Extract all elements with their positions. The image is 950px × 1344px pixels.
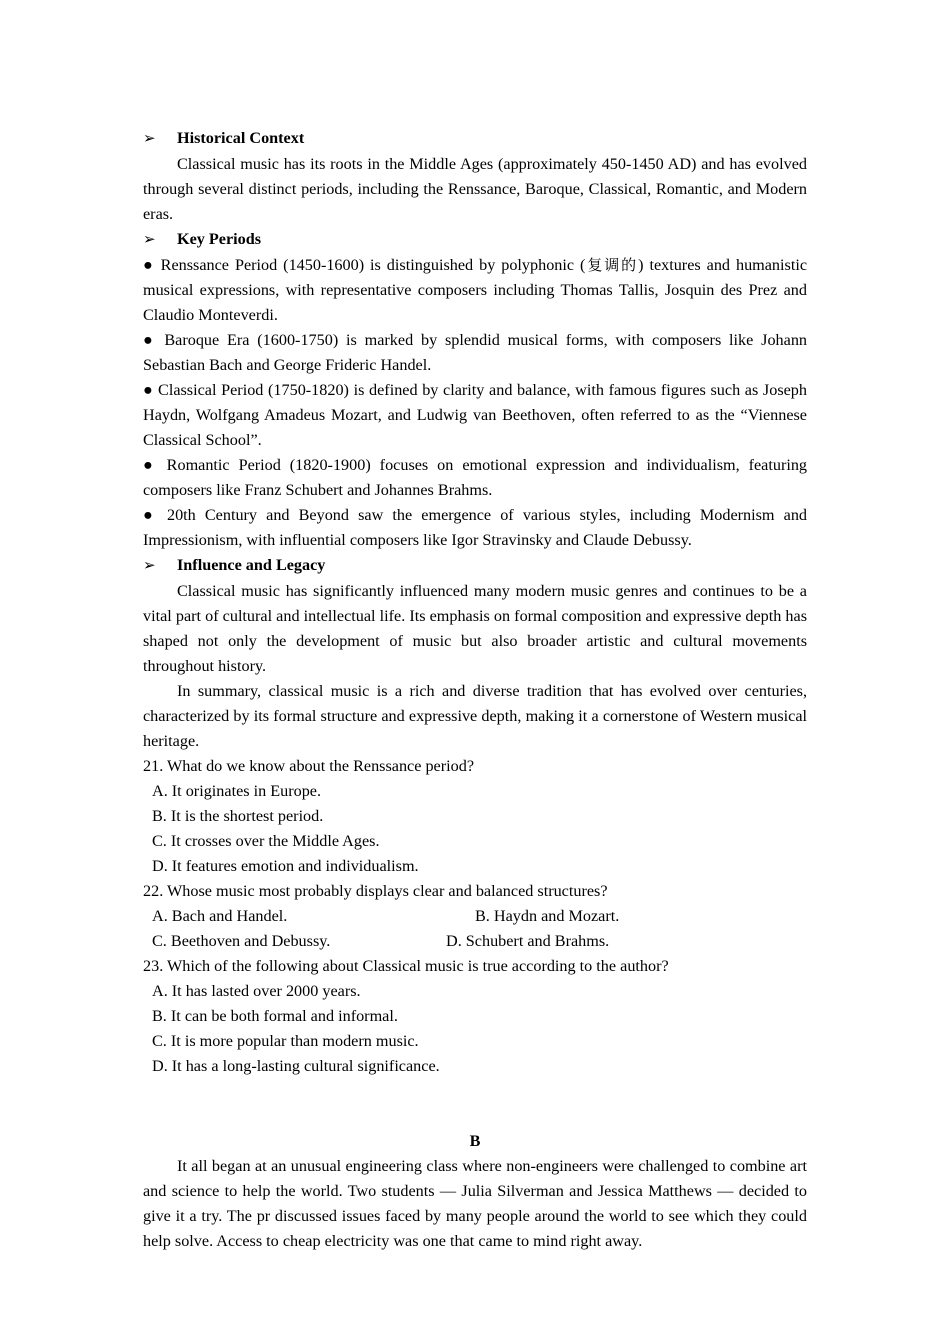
question-23-option-b[interactable]: B. It can be both formal and informal. xyxy=(152,1007,398,1025)
key-period-bullet-baroque xyxy=(143,328,807,378)
bullet-dot-icon: ● xyxy=(143,381,154,399)
question-21-option-a[interactable]: A. It originates in Europe. xyxy=(152,782,322,800)
section-heading-label: Historical Context xyxy=(177,129,305,147)
historical-context-paragraph: Classical music has its roots in the Middle Ages (approximately 450-1450 AD) and has evolved through several distinct periods, including the Renssance, Baroque, Classical, Romantic, and Modern eras. xyxy=(143,155,807,223)
question-21-option-c[interactable]: C. It crosses over the Middle Ages. xyxy=(152,832,380,850)
question-23-option-d[interactable]: D. It has a long-lasting cultural significance. xyxy=(152,1057,440,1075)
question-23-option-a[interactable]: A. It has lasted over 2000 years. xyxy=(152,982,361,1000)
section-heading-influence-and-legacy xyxy=(143,553,807,579)
question-21-option-b[interactable]: B. It is the shortest period. xyxy=(152,807,324,825)
key-period-bullet-romantic xyxy=(143,453,807,503)
chinese-gloss: 复调的 xyxy=(585,256,639,274)
bullet-dot-icon: ● xyxy=(143,331,157,349)
question-21-stem: 21. What do we know about the Renssance period? xyxy=(143,757,475,775)
question-22-options-row-2 xyxy=(143,929,807,954)
arrow-bullet-icon: ➢ xyxy=(143,131,156,147)
question-23-stem: 23. Which of the following about Classical music is true according to the author? xyxy=(143,957,669,975)
bullet-text: Romantic Period (1820-1900) focuses on emotional expression and individualism, featuring composers like Franz Schubert and Johannes Brahms. xyxy=(143,456,808,499)
section-spacer-2 xyxy=(143,1104,807,1129)
key-period-bullet-classical xyxy=(143,378,807,453)
bullet-text-part1: Renssance Period (1450-1600) is distinguished by polyphonic ( xyxy=(160,256,586,274)
question-21-option-d[interactable]: D. It features emotion and individualism. xyxy=(152,857,419,875)
section-spacer xyxy=(143,1079,807,1104)
influence-paragraph: Classical music has significantly influenced many modern music genres and continues to be a vital part of cultural and intellectual life. Its emphasis on formal composition and expressive depth has shaped not only the development of music but also broader artistic and cultural movements throughout history. xyxy=(143,582,807,675)
bullet-text-part2: ) textures and humanistic musical expressions, with representative composers including Thomas Tallis, Josquin des Prez and Claudio Monteverdi. xyxy=(143,256,808,324)
summary-paragraph: In summary, classical music is a rich and diverse tradition that has evolved over centuries, characterized by its formal structure and expressive depth, making it a cornerstone of Western musical heritage. xyxy=(143,682,807,750)
bullet-text: 20th Century and Beyond saw the emergence of various styles, including Modernism and Impressionism, with influential composers like Igor Stravinsky and Claude Debussy. xyxy=(143,506,808,549)
section-heading-historical-context xyxy=(143,126,807,152)
key-period-bullet-20th-century xyxy=(143,503,807,553)
passage-b-letter: B xyxy=(469,1132,481,1150)
question-22-option-c[interactable]: C. Beethoven and Debussy. xyxy=(152,932,331,950)
bullet-dot-icon: ● xyxy=(143,506,158,524)
section-heading-label: Key Periods xyxy=(177,230,262,248)
arrow-bullet-icon: ➢ xyxy=(143,232,156,248)
question-22-stem: 22. Whose music most probably displays clear and balanced structures? xyxy=(143,882,608,900)
section-heading-key-periods xyxy=(143,227,807,253)
key-period-bullet-renaissance xyxy=(143,253,807,328)
bullet-dot-icon: ● xyxy=(143,456,158,474)
question-22-option-d[interactable]: D. Schubert and Brahms. xyxy=(446,932,610,950)
arrow-bullet-icon: ➢ xyxy=(143,558,156,574)
question-22-option-b[interactable]: B. Haydn and Mozart. xyxy=(475,907,620,925)
question-22-options-row-1 xyxy=(143,904,807,929)
question-22-option-a[interactable]: A. Bach and Handel. xyxy=(152,907,288,925)
passage-b-paragraph: It all began at an unusual engineering class where non-engineers were challenged to combine art and science to help the world. Two students — Julia Silverman and Jessica Matthews — decided to give it a try. The pr discussed issues faced by many people around the world to see which they could help solve. Access to cheap electricity was one that came to mind right away. xyxy=(143,1157,807,1250)
question-23-option-c[interactable]: C. It is more popular than modern music. xyxy=(152,1032,419,1050)
section-heading-label: Influence and Legacy xyxy=(177,556,326,574)
bullet-dot-icon: ● xyxy=(143,256,155,274)
bullet-text: Baroque Era (1600-1750) is marked by splendid musical forms, with composers like Johann Sebastian Bach and George Frideric Handel. xyxy=(143,331,808,374)
document-page xyxy=(143,126,807,1254)
bullet-text: Classical Period (1750-1820) is defined by clarity and balance, with famous figures such as Joseph Haydn, Wolfgang Amadeus Mozart, and Ludwig van Beethoven, often referred to as the “Viennese Classical School”. xyxy=(143,381,807,449)
